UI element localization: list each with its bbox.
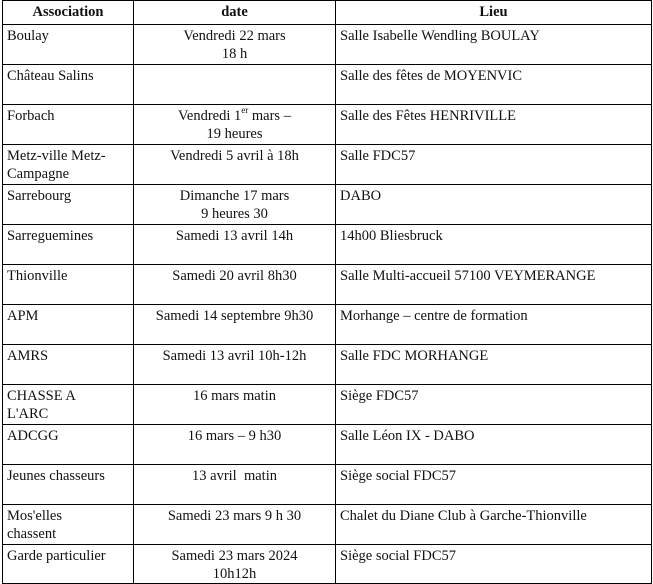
table-row [3,265,652,305]
cell-lieu: 14h00 Bliesbruck [336,225,652,265]
table-row [3,425,652,465]
table-row [3,185,652,225]
table-row [3,25,652,65]
header-row [3,1,652,25]
cell-date: Samedi 23 mars 2024 10h12h [134,545,336,584]
cell-association: Sarreguemines [3,225,134,265]
cell-association: AMRS [3,345,134,385]
table-row [3,505,652,545]
table-row [3,105,652,145]
cell-date: Samedi 23 mars 9 h 30 [134,505,336,545]
cell-lieu: Salle Isabelle Wendling BOULAY [336,25,652,65]
cell-association: Garde particulier [3,545,134,584]
cell-lieu: Salle Multi-accueil 57100 VEYMERANGE [336,265,652,305]
header-date: date [134,1,336,25]
cell-association: Jeunes chasseurs [3,465,134,505]
cell-association: APM [3,305,134,345]
cell-lieu: Morhange – centre de formation [336,305,652,345]
table-row [3,225,652,265]
cell-date: 13 avril matin [134,465,336,505]
cell-lieu: Salle des Fêtes HENRIVILLE [336,105,652,145]
cell-date: Samedi 13 avril 10h-12h [134,345,336,385]
cell-association: Metz-ville Metz- Campagne [3,145,134,185]
cell-lieu: DABO [336,185,652,225]
cell-lieu: Siège FDC57 [336,385,652,425]
cell-association: Forbach [3,105,134,145]
cell-association: CHASSE A L'ARC [3,385,134,425]
table-row [3,305,652,345]
cell-lieu: Chalet du Diane Club à Garche-Thionville [336,505,652,545]
header-association: Association [3,1,134,25]
cell-lieu: Salle FDC MORHANGE [336,345,652,385]
events-table [2,0,652,584]
cell-date: Vendredi 1er mars – 19 heures [134,105,336,145]
cell-date: Vendredi 5 avril à 18h [134,145,336,185]
table-row [3,145,652,185]
cell-lieu: Salle Léon IX - DABO [336,425,652,465]
cell-date: 16 mars – 9 h30 [134,425,336,465]
cell-date: Vendredi 22 mars 18 h [134,25,336,65]
cell-association: Château Salins [3,65,134,105]
cell-date: 16 mars matin [134,385,336,425]
cell-lieu: Salle FDC57 [336,145,652,185]
cell-lieu: Siège social FDC57 [336,465,652,505]
table-row [3,465,652,505]
cell-lieu: Siège social FDC57 [336,545,652,584]
cell-association: Mos'elles chassent [3,505,134,545]
cell-association: Sarrebourg [3,185,134,225]
cell-date [134,65,336,105]
cell-association: Boulay [3,25,134,65]
cell-association: Thionville [3,265,134,305]
table-row [3,545,652,584]
cell-date: Samedi 14 septembre 9h30 [134,305,336,345]
cell-date: Samedi 13 avril 14h [134,225,336,265]
cell-association: ADCGG [3,425,134,465]
table-row [3,65,652,105]
table-row [3,385,652,425]
cell-date: Dimanche 17 mars 9 heures 30 [134,185,336,225]
table-row [3,345,652,385]
cell-date: Samedi 20 avril 8h30 [134,265,336,305]
cell-lieu: Salle des fêtes de MOYENVIC [336,65,652,105]
header-lieu: Lieu [336,1,652,25]
